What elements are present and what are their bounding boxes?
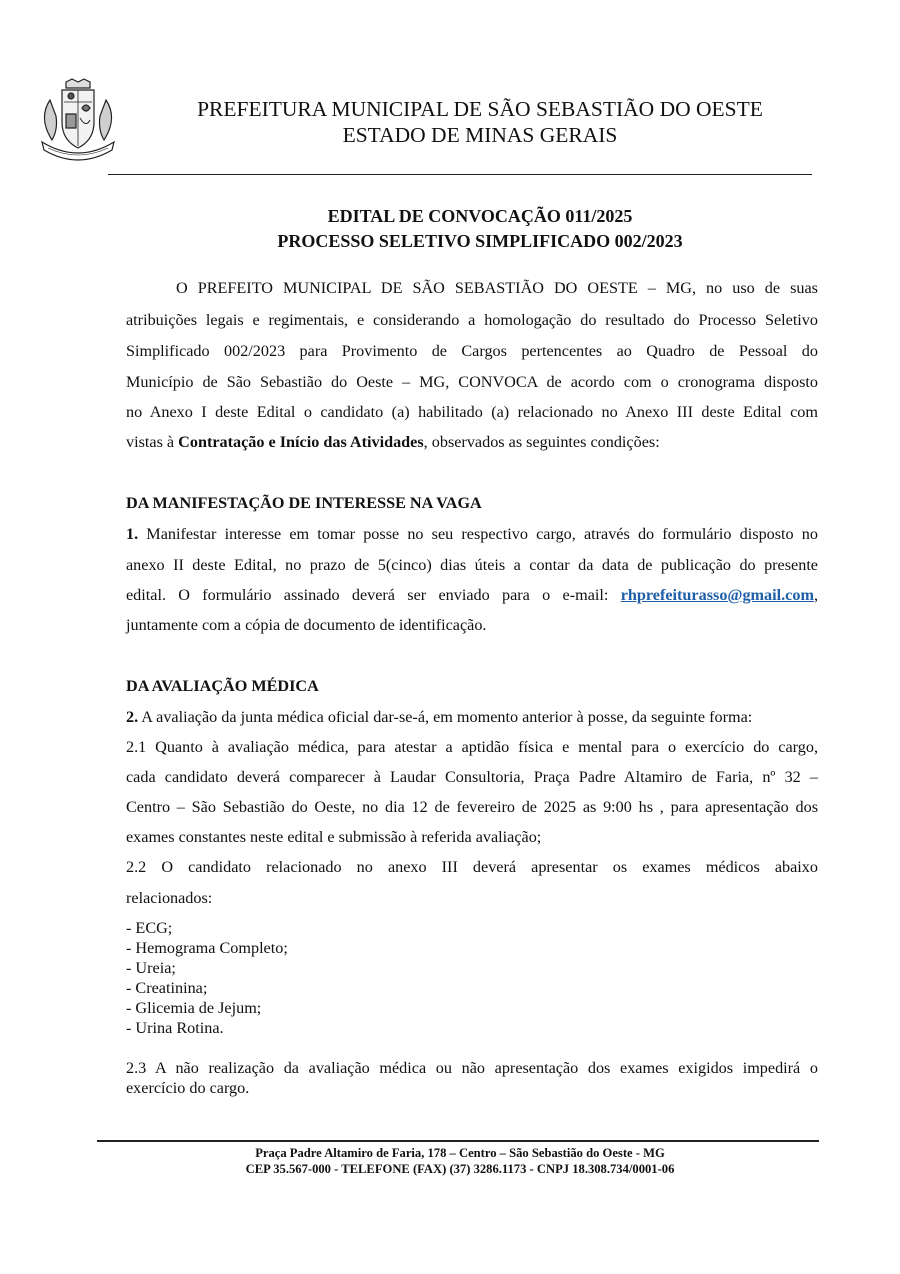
- exam-list-item: - ECG;: [126, 919, 173, 937]
- intro-line-1: O PREFEITO MUNICIPAL DE SÃO SEBASTIÃO DO OESTE – MG, no uso de suas: [176, 279, 818, 297]
- section1-number: 1.: [126, 525, 139, 543]
- footer-divider: [97, 1140, 819, 1142]
- exam-list-item: - Hemograma Completo;: [126, 939, 288, 957]
- item-2-1-line-3: Centro – São Sebastião do Oeste, no dia 12 de fevereiro de 2025 as 9:00 hs , para apresentação dos: [126, 798, 818, 816]
- intro-line-6: [126, 432, 818, 453]
- section1-line-1: [126, 524, 818, 545]
- header-title-line2: ESTADO DE MINAS GERAIS: [342, 123, 618, 147]
- intro-line-4: Município de São Sebastião do Oeste – MG, CONVOCA de acordo com o cronograma disposto: [126, 373, 818, 391]
- item-2-1-line-4: exames constantes neste edital e submissão à referida avaliação;: [126, 828, 542, 846]
- section1-line-4: juntamente com a cópia de documento de identificação.: [126, 616, 487, 634]
- item-2-2-line-2: relacionados:: [126, 889, 213, 907]
- intro-line-3: Simplificado 002/2023 para Provimento de Cargos pertencentes ao Quadro de Pessoal do: [126, 342, 818, 360]
- intro-line-6-post: , observados as seguintes condições:: [423, 433, 660, 451]
- section1-line-1-text: Manifestar interesse em tomar posse no seu respectivo cargo, através do formulário disposto no: [138, 525, 818, 543]
- intro-line-6-pre: vistas à: [126, 433, 179, 451]
- document-title: EDITAL DE CONVOCAÇÃO 011/2025: [327, 206, 633, 226]
- email-link[interactable]: rhprefeiturasso@gmail.com: [620, 586, 814, 604]
- item-2-1-line-2: cada candidato deverá comparecer à Laudar Consultoria, Praça Padre Altamiro de Faria, nº 32 –: [126, 768, 818, 786]
- section1-line-2: anexo II deste Edital, no prazo de 5(cinco) dias úteis a contar da data de publicação do presente: [126, 556, 818, 574]
- footer-contact: CEP 35.567-000 - TELEFONE (FAX) (37) 3286.1173 - CNPJ 18.308.734/0001-06: [245, 1162, 675, 1176]
- section1-line-3-pre: edital. O formulário assinado deverá ser enviado para o e-mail:: [126, 586, 621, 604]
- exam-list-item: - Glicemia de Jejum;: [126, 999, 262, 1017]
- exam-list-item: - Ureia;: [126, 959, 176, 977]
- item-2-3-line-1: 2.3 A não realização da avaliação médica ou não apresentação dos exames exigidos impedirá o: [126, 1059, 818, 1077]
- section2-line-1: [126, 707, 818, 728]
- document-subtitle: PROCESSO SELETIVO SIMPLIFICADO 002/2023: [277, 231, 683, 251]
- item-2-2-line-1: 2.2 O candidato relacionado no anexo III deverá apresentar os exames médicos abaixo: [126, 858, 818, 876]
- section-heading-medical: DA AVALIAÇÃO MÉDICA: [126, 677, 319, 695]
- section1-line-3-post: ,: [813, 586, 818, 604]
- intro-line-2: atribuições legais e regimentais, e considerando a homologação do resultado do Processo Seletivo: [126, 311, 818, 329]
- intro-line-6-bold: Contratação e Início das Atividades: [178, 433, 424, 451]
- intro-line-5: no Anexo I deste Edital o candidato (a) habilitado (a) relacionado no Anexo III deste Edital com: [126, 403, 818, 421]
- section1-line-3: [126, 585, 818, 606]
- exam-list-item: - Urina Rotina.: [126, 1019, 224, 1037]
- item-2-3-line-2: exercício do cargo.: [126, 1079, 250, 1097]
- exam-list-item: - Creatinina;: [126, 979, 208, 997]
- item-2-1-line-1: 2.1 Quanto à avaliação médica, para atestar a aptidão física e mental para o exercício do cargo,: [126, 738, 818, 756]
- header-title-line1: PREFEITURA MUNICIPAL DE SÃO SEBASTIÃO DO OESTE: [197, 97, 763, 121]
- header-divider: [108, 174, 812, 175]
- section-heading-interest: DA MANIFESTAÇÃO DE INTERESSE NA VAGA: [126, 494, 482, 512]
- footer-address: Praça Padre Altamiro de Faria, 178 – Centro – São Sebastião do Oeste - MG: [255, 1146, 665, 1160]
- section2-number: 2.: [126, 708, 139, 726]
- section2-line-1-text: A avaliação da junta médica oficial dar-se-á, em momento anterior à posse, da seguinte forma:: [138, 708, 753, 726]
